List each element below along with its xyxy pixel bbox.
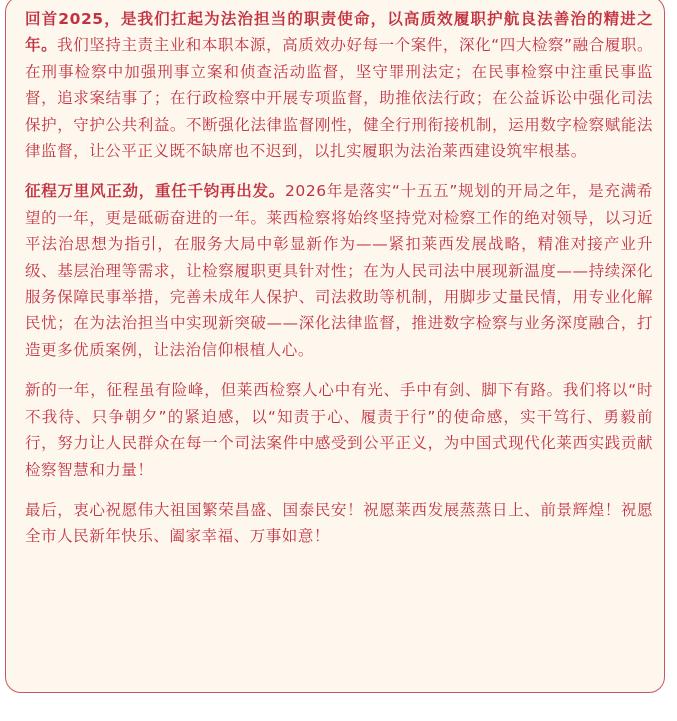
article-body: [25, 6, 653, 564]
paragraph-outlook-2026: [25, 178, 653, 363]
paragraph-lead: 回首2025，是我们扛起为法治担当的职责使命，以高质效履职护航良法善治的精进之年。: [25, 10, 653, 55]
paragraph-text: 我们坚持主责主业和本职本源，高质效办好每一个案件，深化“四大检察”融合履职。在刑事检察中加强刑事立案和侦查活动监督，坚守罪刑法定；在民事检察中注重民事监督，追求案结事了；在行政检察中开展专项监督，助推依法行政；在公益诉讼中强化司法保护，守护公共利益。不断强化法律监督刚性，健全行刑衔接机制，运用数字检察赋能法律监督，让公平正义既不缺席也不迟到，以扎实履职为法治莱西建设筑牢根基。: [25, 36, 653, 161]
paragraph-review-2025: [25, 6, 653, 164]
paragraph-closing-wishes: [25, 497, 653, 550]
paragraph-lead: 征程万里风正劲，重任千钧再出发。: [25, 182, 286, 201]
paragraph-text: 新的一年，征程虽有险峰，但莱西检察人心中有光、手中有剑、脚下有路。我们将以“时不我待、只争朝夕”的紧迫感，以“知责于心、履责于行”的使命感，实干笃行、勇毅前行，努力让人民群众在每一个司法案件中感受到公平正义，为中国式现代化莱西实践贡献检察智慧和力量！: [25, 381, 653, 479]
paragraph-text: 2026年是落实“十五五”规划的开局之年，是充满希望的一年，更是砥砺奋进的一年。莱西检察将始终坚持党对检察工作的绝对领导，以习近平法治思想为指引，在服务大局中彰显新作为——紧扣莱西发展战略，精准对接产业升级、基层治理等需求，让检察履职更具针对性；在为人民司法中展现新温度——持续深化服务保障民事举措，完善未成年人保护、司法救助等机制，用脚步丈量民情，用专业化解民忧；在为法治担当中实现新突破——深化法律监督，推进数字检察与业务深度融合，打造更多优质案例，让法治信仰根植人心。: [25, 182, 653, 359]
paragraph-new-year-resolve: [25, 377, 653, 483]
paragraph-text: 最后，衷心祝愿伟大祖国繁荣昌盛、国泰民安！祝愿莱西发展蒸蒸日上、前景辉煌！祝愿全市人民新年快乐、阖家幸福、万事如意！: [25, 500, 653, 546]
